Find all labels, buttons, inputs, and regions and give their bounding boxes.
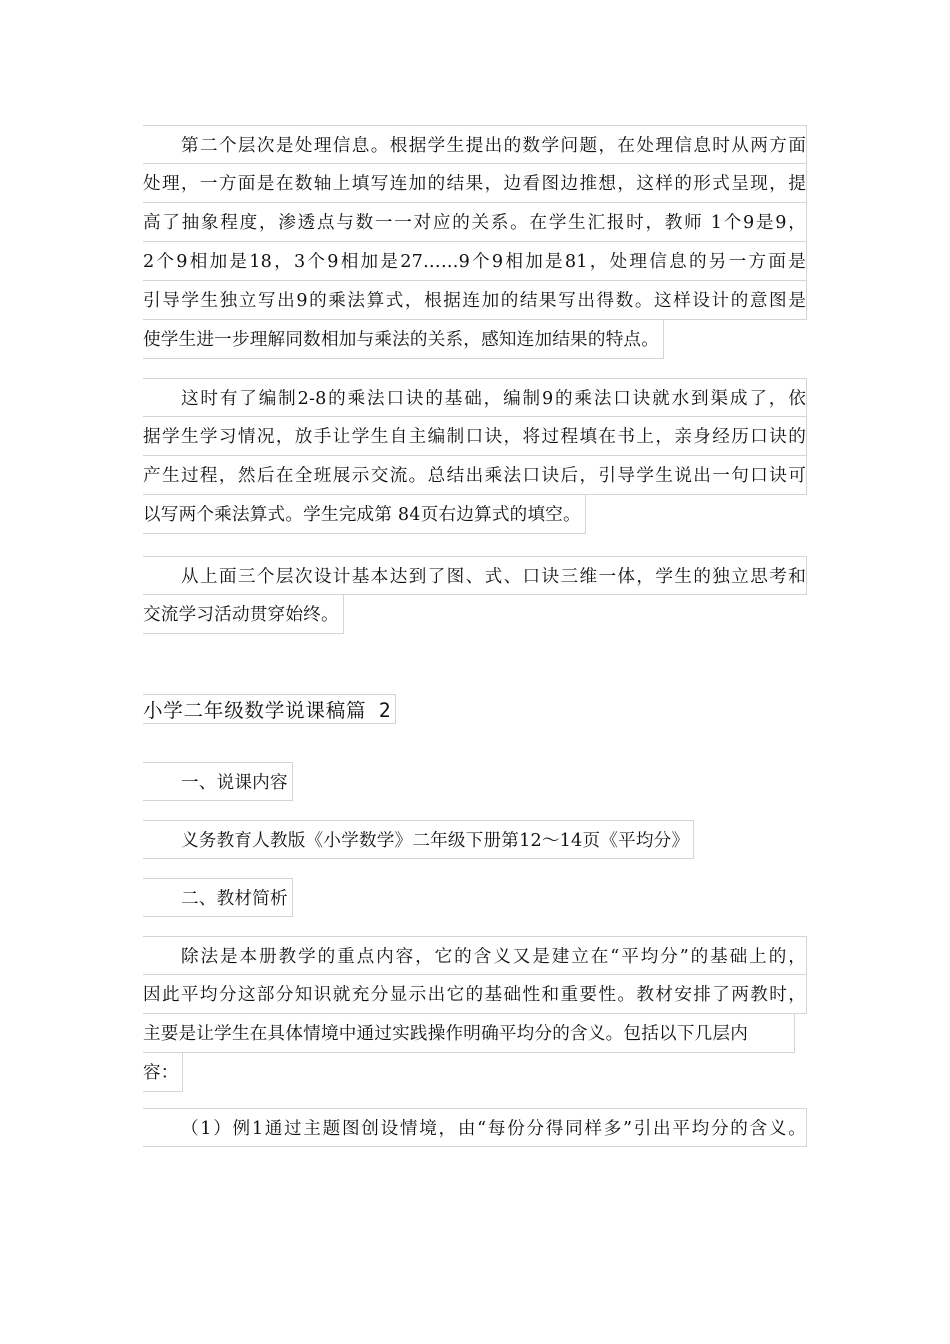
text-line: 据学生学习情况，放手让学生自主编制口诀，将过程填在书上，亲身经历口诀的 (143, 417, 807, 456)
paragraph-summary (143, 556, 807, 634)
section2-title (143, 878, 807, 917)
list-item (143, 1108, 807, 1147)
text-line: 这时有了编制2-8的乘法口诀的基础，编制9的乘法口诀就水到渠成了，依 (143, 378, 807, 417)
text-line: 以写两个乘法算式。学生完成第 84页右边算式的填空。 (143, 495, 586, 534)
text-line: 2个9相加是18，3个9相加是27……9个9相加是81，处理信息的另一方面是 (143, 242, 807, 281)
section1-title (143, 762, 807, 801)
section-title: 一、说课内容 (143, 762, 293, 801)
paragraph-multiplication-rhyme (143, 378, 807, 534)
text-line: 容： (143, 1053, 183, 1092)
section-title: 二、教材简析 (143, 878, 293, 917)
text-line: 产生过程，然后在全班展示交流。总结出乘法口诀后，引导学生说出一句口诀可 (143, 456, 807, 495)
text-line: 除法是本册教学的重点内容，它的含义又是建立在“平均分”的基础上的， (143, 936, 807, 975)
text-line: （1）例1通过主题图创设情境，由“每份分得同样多”引出平均分的含义。 (143, 1108, 807, 1147)
text-line: 处理，一方面是在数轴上填写连加的结果，边看图边推想，这样的形式呈现，提 (143, 164, 807, 203)
page-title: 小学二年级数学说课稿篇 2 (143, 694, 396, 724)
text-line: 第二个层次是处理信息。根据学生提出的数学问题，在处理信息时从两方面 (143, 125, 807, 164)
text-line: 从上面三个层次设计基本达到了图、式、口诀三维一体，学生的独立思考和 (143, 556, 807, 595)
text-line: 高了抽象程度，渗透点与数一一对应的关系。在学生汇报时，教师 1个9是9， (143, 203, 807, 242)
text-line: 使学生进一步理解同数相加与乘法的关系，感知连加结果的特点。 (143, 320, 664, 359)
paragraph-processing-info (143, 125, 807, 359)
section-heading (143, 694, 807, 724)
text-line: 主要是让学生在具体情境中通过实践操作明确平均分的含义。包括以下几层内 (143, 1014, 795, 1053)
text-line: 因此平均分这部分知识就充分显示出它的基础性和重要性。教材安排了两教时， (143, 975, 807, 1014)
text-line: 义务教育人教版《小学数学》二年级下册第12～14页《平均分》 (143, 820, 694, 859)
text-line: 交流学习活动贯穿始终。 (143, 595, 344, 634)
section1-content (143, 820, 807, 859)
text-line: 引导学生独立写出9的乘法算式，根据连加的结果写出得数。这样设计的意图是 (143, 281, 807, 320)
paragraph-textbook-analysis (143, 936, 807, 1092)
